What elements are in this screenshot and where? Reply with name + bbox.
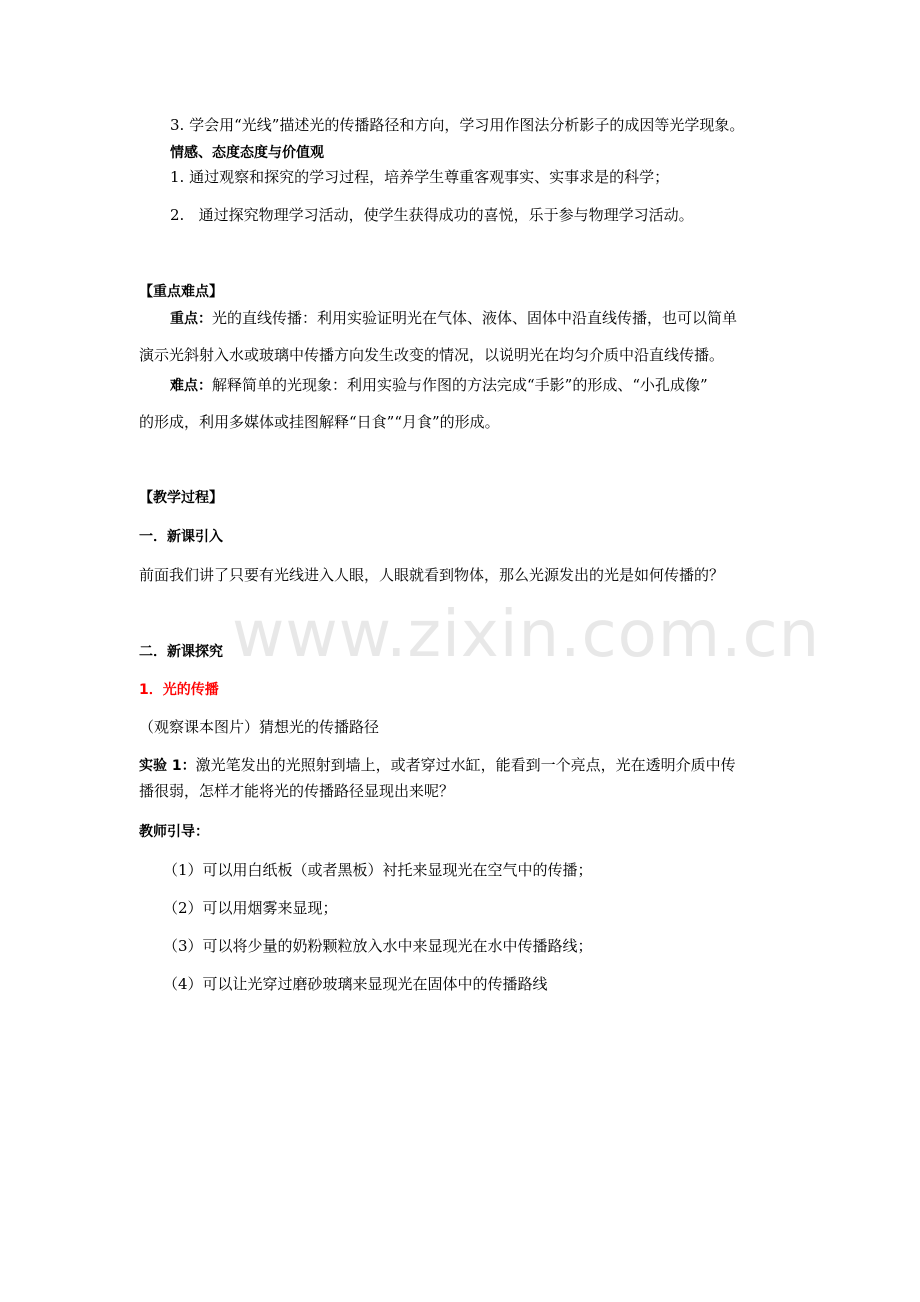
observe-text: （观察课本图片）猜想光的传播路径 bbox=[139, 718, 380, 736]
key-point-text-1: 光的直线传播：利用实验证明光在气体、液体、固体中沿直线传播，也可以简单 bbox=[212, 309, 738, 327]
key-point-line-2: 演示光斜射入水或玻璃中传播方向发生改变的情况，以说明光在均匀介质中沿直线传播。 bbox=[139, 346, 725, 364]
experiment-1-label: 实验 1： bbox=[139, 758, 196, 774]
difficulty-label: 难点： bbox=[170, 378, 212, 394]
section-1-title: 一．新课引入 bbox=[139, 529, 223, 545]
difficulty-line-1 bbox=[170, 375, 708, 396]
guide-item-2: （2）可以用烟雾来显现； bbox=[163, 899, 338, 917]
objective-item-3: 3. 学会用“光线”描述光的传播路径和方向，学习用作图法分析影子的成因等光学现象。 bbox=[170, 116, 745, 134]
experiment-1-line-2: 播很弱，怎样才能将光的传播路径显现出来呢？ bbox=[139, 782, 455, 800]
process-heading: 【教学过程】 bbox=[139, 490, 223, 506]
emotion-item-2: 2. 通过探究物理学习活动，使学生获得成功的喜悦，乐于参与物理学习活动。 bbox=[170, 206, 694, 224]
subsection-1-title: 1．光的传播 bbox=[139, 682, 219, 698]
section-2-title: 二．新课探究 bbox=[139, 644, 223, 660]
watermark: www.zixin.com.cn bbox=[232, 598, 821, 672]
teacher-guide-label: 教师引导： bbox=[139, 824, 209, 840]
difficulty-line-2: 的形成，利用多媒体或挂图解释“日食”“月食”的形成。 bbox=[139, 413, 500, 431]
emotion-item-1: 1. 通过观察和探究的学习过程，培养学生尊重客观事实、实事求是的科学； bbox=[170, 168, 670, 186]
guide-item-1: （1）可以用白纸板（或者黑板）衬托来显现光在空气中的传播； bbox=[163, 861, 593, 879]
key-point-label: 重点： bbox=[170, 311, 212, 327]
guide-item-3: （3）可以将少量的奶粉颗粒放入水中来显现光在水中传播路线； bbox=[163, 937, 593, 955]
guide-item-4: （4）可以让光穿过磨砂玻璃来显现光在固体中的传播路线 bbox=[163, 975, 548, 993]
key-point-line-1 bbox=[170, 308, 737, 329]
experiment-1-line-1 bbox=[139, 755, 736, 776]
experiment-1-text-1: 激光笔发出的光照射到墙上，或者穿过水缸，能看到一个亮点，光在透明介质中传 bbox=[195, 756, 736, 774]
difficulty-text-1: 解释简单的光现象：利用实验与作图的方法完成“手影”的形成、“小孔成像” bbox=[212, 376, 708, 394]
emotion-heading: 情感、态度态度与价值观 bbox=[170, 145, 324, 161]
section-1-text: 前面我们讲了只要有光线进入人眼，人眼就看到物体，那么光源发出的光是如何传播的？ bbox=[139, 566, 725, 584]
key-points-heading: 【重点难点】 bbox=[139, 284, 223, 300]
